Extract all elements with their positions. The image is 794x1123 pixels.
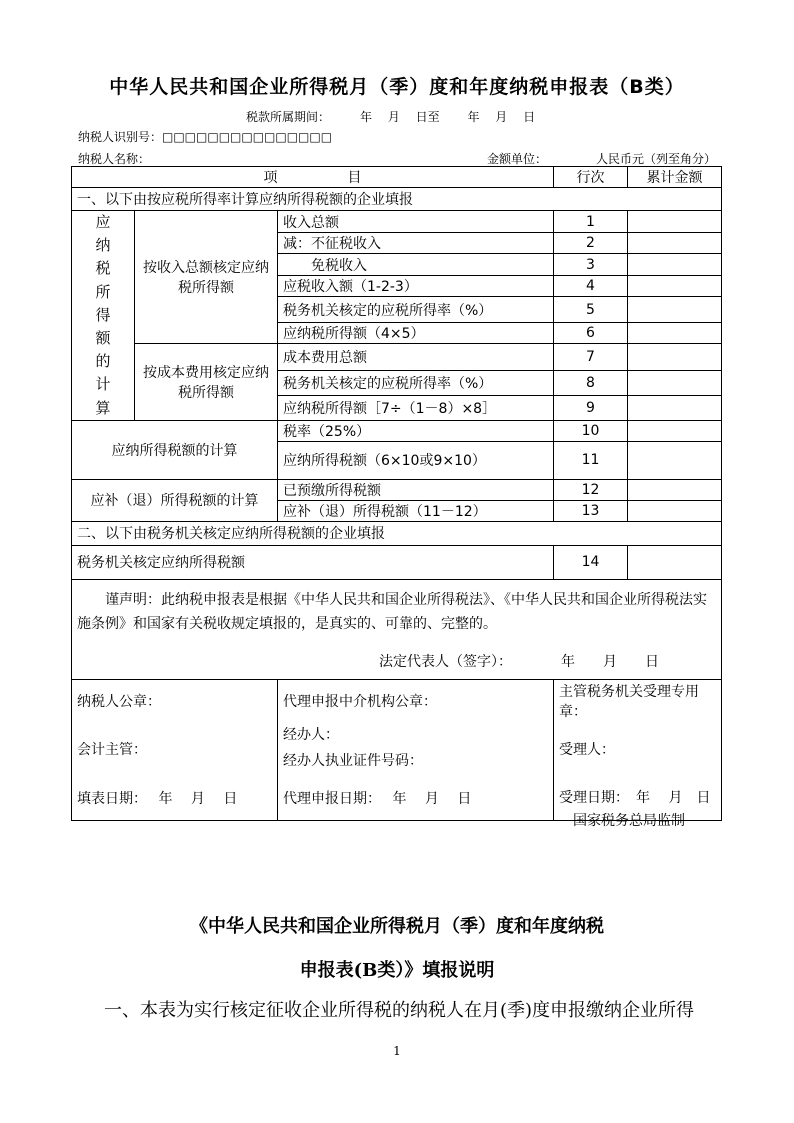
amount-cell[interactable]	[628, 395, 722, 420]
amount-cell[interactable]	[628, 276, 722, 297]
form-title: 中华人民共和国企业所得税月（季）度和年度纳税申报表（B类）	[109, 76, 685, 98]
taxpayer-id: 纳税人识别号：□□□□□□□□□□□□□□□	[78, 130, 333, 144]
row-label: 应纳税所得额（4×5）	[278, 323, 554, 344]
row-line: 2	[554, 233, 628, 254]
row-line: 6	[554, 323, 628, 344]
header-row	[72, 167, 722, 188]
agent-seal: 代理申报中介机构公章：	[278, 680, 554, 723]
amount-cell[interactable]	[628, 370, 722, 395]
row-label: 税率（25%）	[278, 420, 554, 441]
row-label: 应补（退）所得税额（11－12）	[278, 500, 554, 521]
row-line: 13	[554, 500, 628, 521]
sign-row	[72, 722, 722, 776]
row-line: 4	[554, 276, 628, 297]
amount-cell[interactable]	[628, 323, 722, 344]
row-line: 7	[554, 344, 628, 371]
declaration-signature: 法定代表人（签字）： 年 月 日	[72, 636, 722, 680]
issuer: 国家税务总局监制	[573, 813, 685, 829]
row-line: 5	[554, 297, 628, 323]
amount-cell[interactable]	[628, 211, 722, 233]
amount-cell[interactable]	[628, 441, 722, 479]
section1-row	[72, 188, 722, 211]
sign-row	[72, 680, 722, 723]
row-label: 税务机关核定的应税所得率（%）	[278, 297, 554, 323]
instructions-title-line2: 申报表(B类）》填报说明	[299, 960, 495, 981]
header-line: 行次	[554, 167, 628, 188]
amount-unit-value: 人民币元（列至角分）	[596, 152, 717, 166]
row-label: 已预缴所得税额	[278, 479, 554, 500]
table-row	[72, 420, 722, 441]
amount-cell[interactable]	[628, 479, 722, 500]
handler: 经办人：	[283, 727, 339, 744]
section2-row	[72, 521, 722, 545]
group-refund: 应补（退）所得税额的计算	[72, 479, 278, 521]
row-line: 11	[554, 441, 628, 479]
row-label: 成本费用总额	[278, 344, 554, 371]
accounting-supervisor: 会计主管：	[72, 722, 278, 776]
row-line: 14	[554, 545, 628, 579]
declaration-text: 谨声明：此纳税申报表是根据《中华人民共和国企业所得税法》、《中华人民共和国企业所得税法实施条例》和国家有关税收规定填报的，是真实的、可靠的、完整的。	[72, 579, 722, 636]
header-item: 项 目	[72, 167, 554, 188]
row-label: 应纳税所得额［7÷（1－8）×8］	[278, 395, 554, 420]
instructions-title-line1: 《中华人民共和国企业所得税月（季）度和年度纳税	[190, 916, 604, 937]
group-cost: 按成本费用核定应纳税所得额	[135, 344, 278, 421]
amount-cell[interactable]	[628, 254, 722, 276]
amount-unit-label: 金额单位：	[487, 152, 548, 166]
row-line: 10	[554, 420, 628, 441]
row-label: 收入总额	[278, 211, 554, 233]
group-revenue: 按收入总额核定应纳税所得额	[135, 211, 278, 344]
row-label: 税务机关核定应纳所得税额	[72, 545, 554, 579]
fill-date: 填表日期： 年 月 日	[72, 776, 278, 820]
receiver: 受理人：	[554, 722, 722, 776]
amount-cell[interactable]	[628, 297, 722, 323]
row-label: 应税收入额（1-2-3）	[278, 276, 554, 297]
vertical-label: 应 纳 税 所 得 额 的 计 算	[72, 211, 135, 421]
amount-cell[interactable]	[628, 545, 722, 579]
table-row	[72, 211, 722, 233]
authority-seal: 主管税务机关受理专用章：	[554, 680, 722, 723]
row-label: 减：不征税收入	[278, 233, 554, 254]
section2-heading: 二、以下由税务机关核定应纳所得税额的企业填报	[72, 521, 722, 545]
table-row	[72, 344, 722, 371]
row-label: 税务机关核定的应税所得率（%）	[278, 370, 554, 395]
table-row	[72, 479, 722, 500]
header-cumulative: 累计金额	[628, 167, 722, 188]
table-row	[72, 545, 722, 579]
agent-date: 代理申报日期： 年 月 日	[278, 776, 554, 820]
amount-cell[interactable]	[628, 500, 722, 521]
agent-handler-cell	[278, 722, 554, 776]
group-tax: 应纳所得税额的计算	[72, 420, 278, 479]
declaration-sign-row	[72, 636, 722, 680]
handler-cert: 经办人执业证件号码：	[283, 753, 423, 770]
page-number: 1	[393, 1044, 401, 1058]
amount-cell[interactable]	[628, 420, 722, 441]
row-line: 9	[554, 395, 628, 420]
amount-cell[interactable]	[628, 344, 722, 371]
instructions-paragraph: 一、本表为实行核定征收企业所得税的纳税人在月(季)度申报缴纳企业所得	[104, 1000, 695, 1021]
row-line: 3	[554, 254, 628, 276]
taxpayer-seal: 纳税人公章：	[72, 680, 278, 723]
section1-heading: 一、以下由按应税所得率计算应纳所得税额的企业填报	[72, 188, 722, 211]
row-label: 应纳所得税额（6×10或9×10）	[278, 441, 554, 479]
taxpayer-name: 纳税人名称：	[78, 152, 151, 166]
row-line: 12	[554, 479, 628, 500]
declaration-row	[72, 579, 722, 636]
row-line: 1	[554, 211, 628, 233]
row-line: 8	[554, 370, 628, 395]
receive-date: 受理日期： 年 月 日	[554, 776, 722, 820]
tax-return-table	[71, 166, 722, 821]
amount-cell[interactable]	[628, 233, 722, 254]
tax-period: 税款所属期间： 年 月 日至 年 月 日	[246, 110, 536, 124]
row-label: 免税收入	[278, 254, 554, 276]
